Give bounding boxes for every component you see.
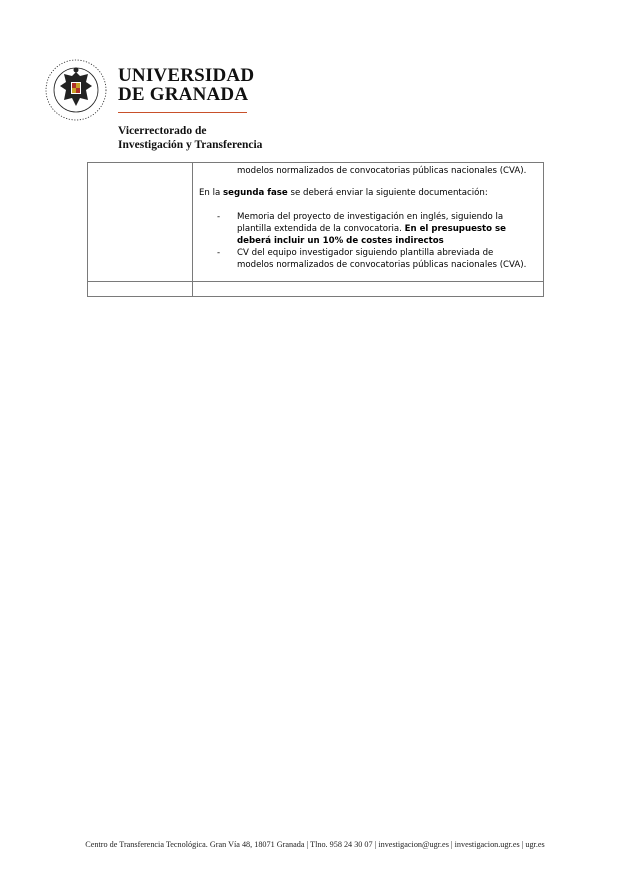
list-item-bold: En el presupuesto se deberá incluir un 10% de costes indirectos [237, 224, 506, 246]
page-footer: Centro de Transferencia Tecnológica. Gran Vía 48, 18071 Granada | Tlno. 958 24 30 07 | investigacion@ugr.es | investigacion.ugr.es | ugr.es [85, 840, 545, 849]
university-name [118, 66, 254, 104]
university-seal-icon [44, 58, 108, 122]
department-name [118, 124, 262, 152]
continuation-text: modelos normalizados de convocatorias públicas nacionales (CVA). [237, 166, 527, 176]
list-item-text: CV del equipo investigador siguiendo plantilla abreviada de modelos normalizados de convocatorias públicas nacionales (CVA). [237, 248, 527, 270]
department-line1: Vicerrectorado de [118, 125, 207, 137]
table-row [88, 282, 544, 297]
list-marker: - [217, 212, 221, 222]
documentation-table [87, 162, 544, 297]
university-name-line2: DE GRANADA [118, 84, 249, 105]
list-item [199, 211, 537, 247]
table-cell-empty [193, 282, 544, 297]
list-marker: - [217, 248, 221, 258]
table-cell-content [193, 163, 544, 282]
table-row [88, 163, 544, 282]
university-name-line1: UNIVERSIDAD [118, 65, 255, 86]
table-cell-empty [88, 282, 193, 297]
intro-suffix: se deberá enviar la siguiente documentación: [287, 188, 488, 198]
header-divider [118, 112, 247, 113]
second-phase-intro [199, 187, 537, 199]
intro-bold: segunda fase [223, 188, 288, 198]
documentation-list [199, 211, 537, 271]
intro-prefix: En la [199, 188, 223, 198]
table-cell-label [88, 163, 193, 282]
department-line2: Investigación y Transferencia [118, 139, 263, 151]
list-item [199, 247, 537, 271]
list-item-text: Memoria del proyecto de investigación en inglés, siguiendo la plantilla extendida de la convocatoria. [237, 212, 504, 234]
